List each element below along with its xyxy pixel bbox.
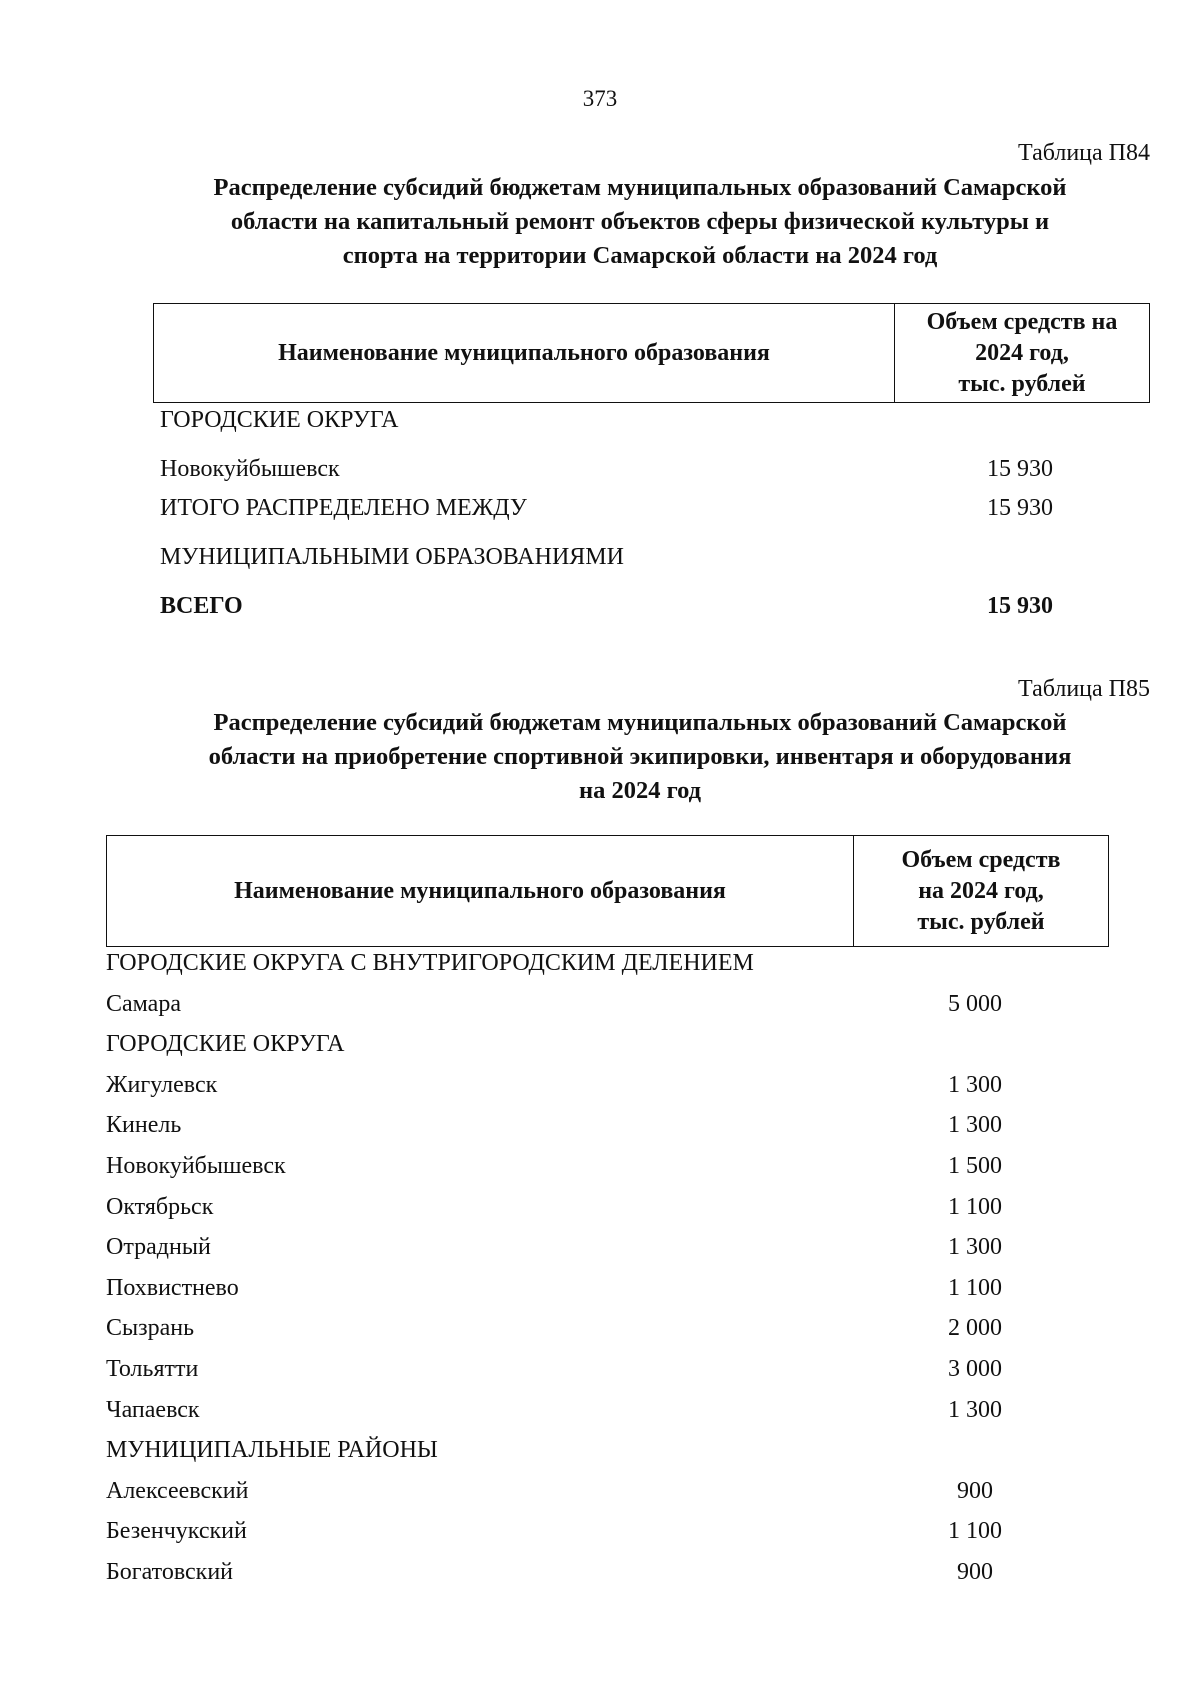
table-row-label: Алексеевский: [106, 1478, 249, 1504]
table-title-p84: [130, 171, 1150, 273]
table-row-value: 3 000: [948, 1356, 1002, 1382]
table-row-value: 1 100: [948, 1518, 1002, 1544]
table-row-label: Жигулевск: [106, 1072, 218, 1098]
table-row-value: 1 100: [948, 1275, 1002, 1301]
table-row-value: 900: [957, 1559, 993, 1585]
header-value-column: [854, 836, 1108, 946]
table-row-value: 1 300: [948, 1234, 1002, 1260]
table-row-label: Тольятти: [106, 1356, 199, 1382]
table-header-p85: [106, 835, 1109, 947]
table-row-label: Кинель: [106, 1112, 182, 1138]
header-value-line: тыс. рублей: [958, 370, 1086, 397]
header-value-line: на 2024 год,: [918, 877, 1044, 904]
table-row-value: 1 500: [948, 1153, 1002, 1179]
table-row-label: ИТОГО РАСПРЕДЕЛЕНО МЕЖДУ: [160, 495, 527, 521]
page-number: 373: [582, 86, 618, 111]
header-value-line: 2024 год,: [975, 339, 1069, 366]
table-title-p85: [130, 706, 1150, 808]
table-row-value: 15 930: [987, 456, 1053, 482]
table-row-label: Октябрьск: [106, 1194, 214, 1220]
table-row-label: Богатовский: [106, 1559, 234, 1585]
table-row-label: Новокуйбышевск: [106, 1153, 286, 1179]
table-row-value: 1 300: [948, 1397, 1002, 1423]
title-line: Распределение субсидий бюджетам муниципальных образований Самарской: [213, 174, 1067, 201]
table-label-p85: Таблица П85: [1018, 676, 1150, 702]
title-line: Распределение субсидий бюджетам муниципальных образований Самарской: [213, 709, 1067, 736]
table-row-label: ГОРОДСКИЕ ОКРУГА: [106, 1031, 345, 1057]
header-value-column: [895, 304, 1149, 402]
table-row-label: Самара: [106, 991, 181, 1017]
table-row-label: Похвистнево: [106, 1275, 239, 1301]
table-row-label: МУНИЦИПАЛЬНЫМИ ОБРАЗОВАНИЯМИ: [160, 544, 624, 570]
table-row-label: Отрадный: [106, 1234, 211, 1260]
header-name-column: Наименование муниципального образования: [154, 304, 895, 402]
title-line: спорта на территории Самарской области на 2024 год: [342, 242, 938, 269]
table-row-label: Безенчукский: [106, 1518, 247, 1544]
table-row-value: 15 930: [987, 495, 1053, 521]
table-label-p84: Таблица П84: [1018, 140, 1150, 166]
header-value-line: тыс. рублей: [917, 908, 1045, 935]
header-value-line: Объем средств: [901, 846, 1061, 873]
total-row-label: ВСЕГО: [160, 593, 243, 619]
table-row-label: Сызрань: [106, 1315, 195, 1341]
header-value-line: Объем средств на: [926, 308, 1118, 335]
total-row-value: 15 930: [987, 593, 1053, 619]
title-line: области на приобретение спортивной экипировки, инвентаря и оборудования: [208, 743, 1072, 770]
table-header-p84: [153, 303, 1150, 403]
table-row-value: 900: [957, 1478, 993, 1504]
table-row-label: Чапаевск: [106, 1397, 200, 1423]
table-row-value: 2 000: [948, 1315, 1002, 1341]
table-row-label: ГОРОДСКИЕ ОКРУГА: [160, 407, 399, 433]
title-line: области на капитальный ремонт объектов сферы физической культуры и: [230, 208, 1050, 235]
table-row-label: ГОРОДСКИЕ ОКРУГА С ВНУТРИГОРОДСКИМ ДЕЛЕНИЕМ: [106, 950, 754, 976]
table-row-label: МУНИЦИПАЛЬНЫЕ РАЙОНЫ: [106, 1437, 438, 1463]
title-line: на 2024 год: [578, 777, 702, 804]
table-row-value: 5 000: [948, 991, 1002, 1017]
table-row-label: Новокуйбышевск: [160, 456, 340, 482]
table-row-value: 1 300: [948, 1072, 1002, 1098]
header-name-column: Наименование муниципального образования: [107, 836, 854, 946]
table-row-value: 1 100: [948, 1194, 1002, 1220]
table-row-value: 1 300: [948, 1112, 1002, 1138]
